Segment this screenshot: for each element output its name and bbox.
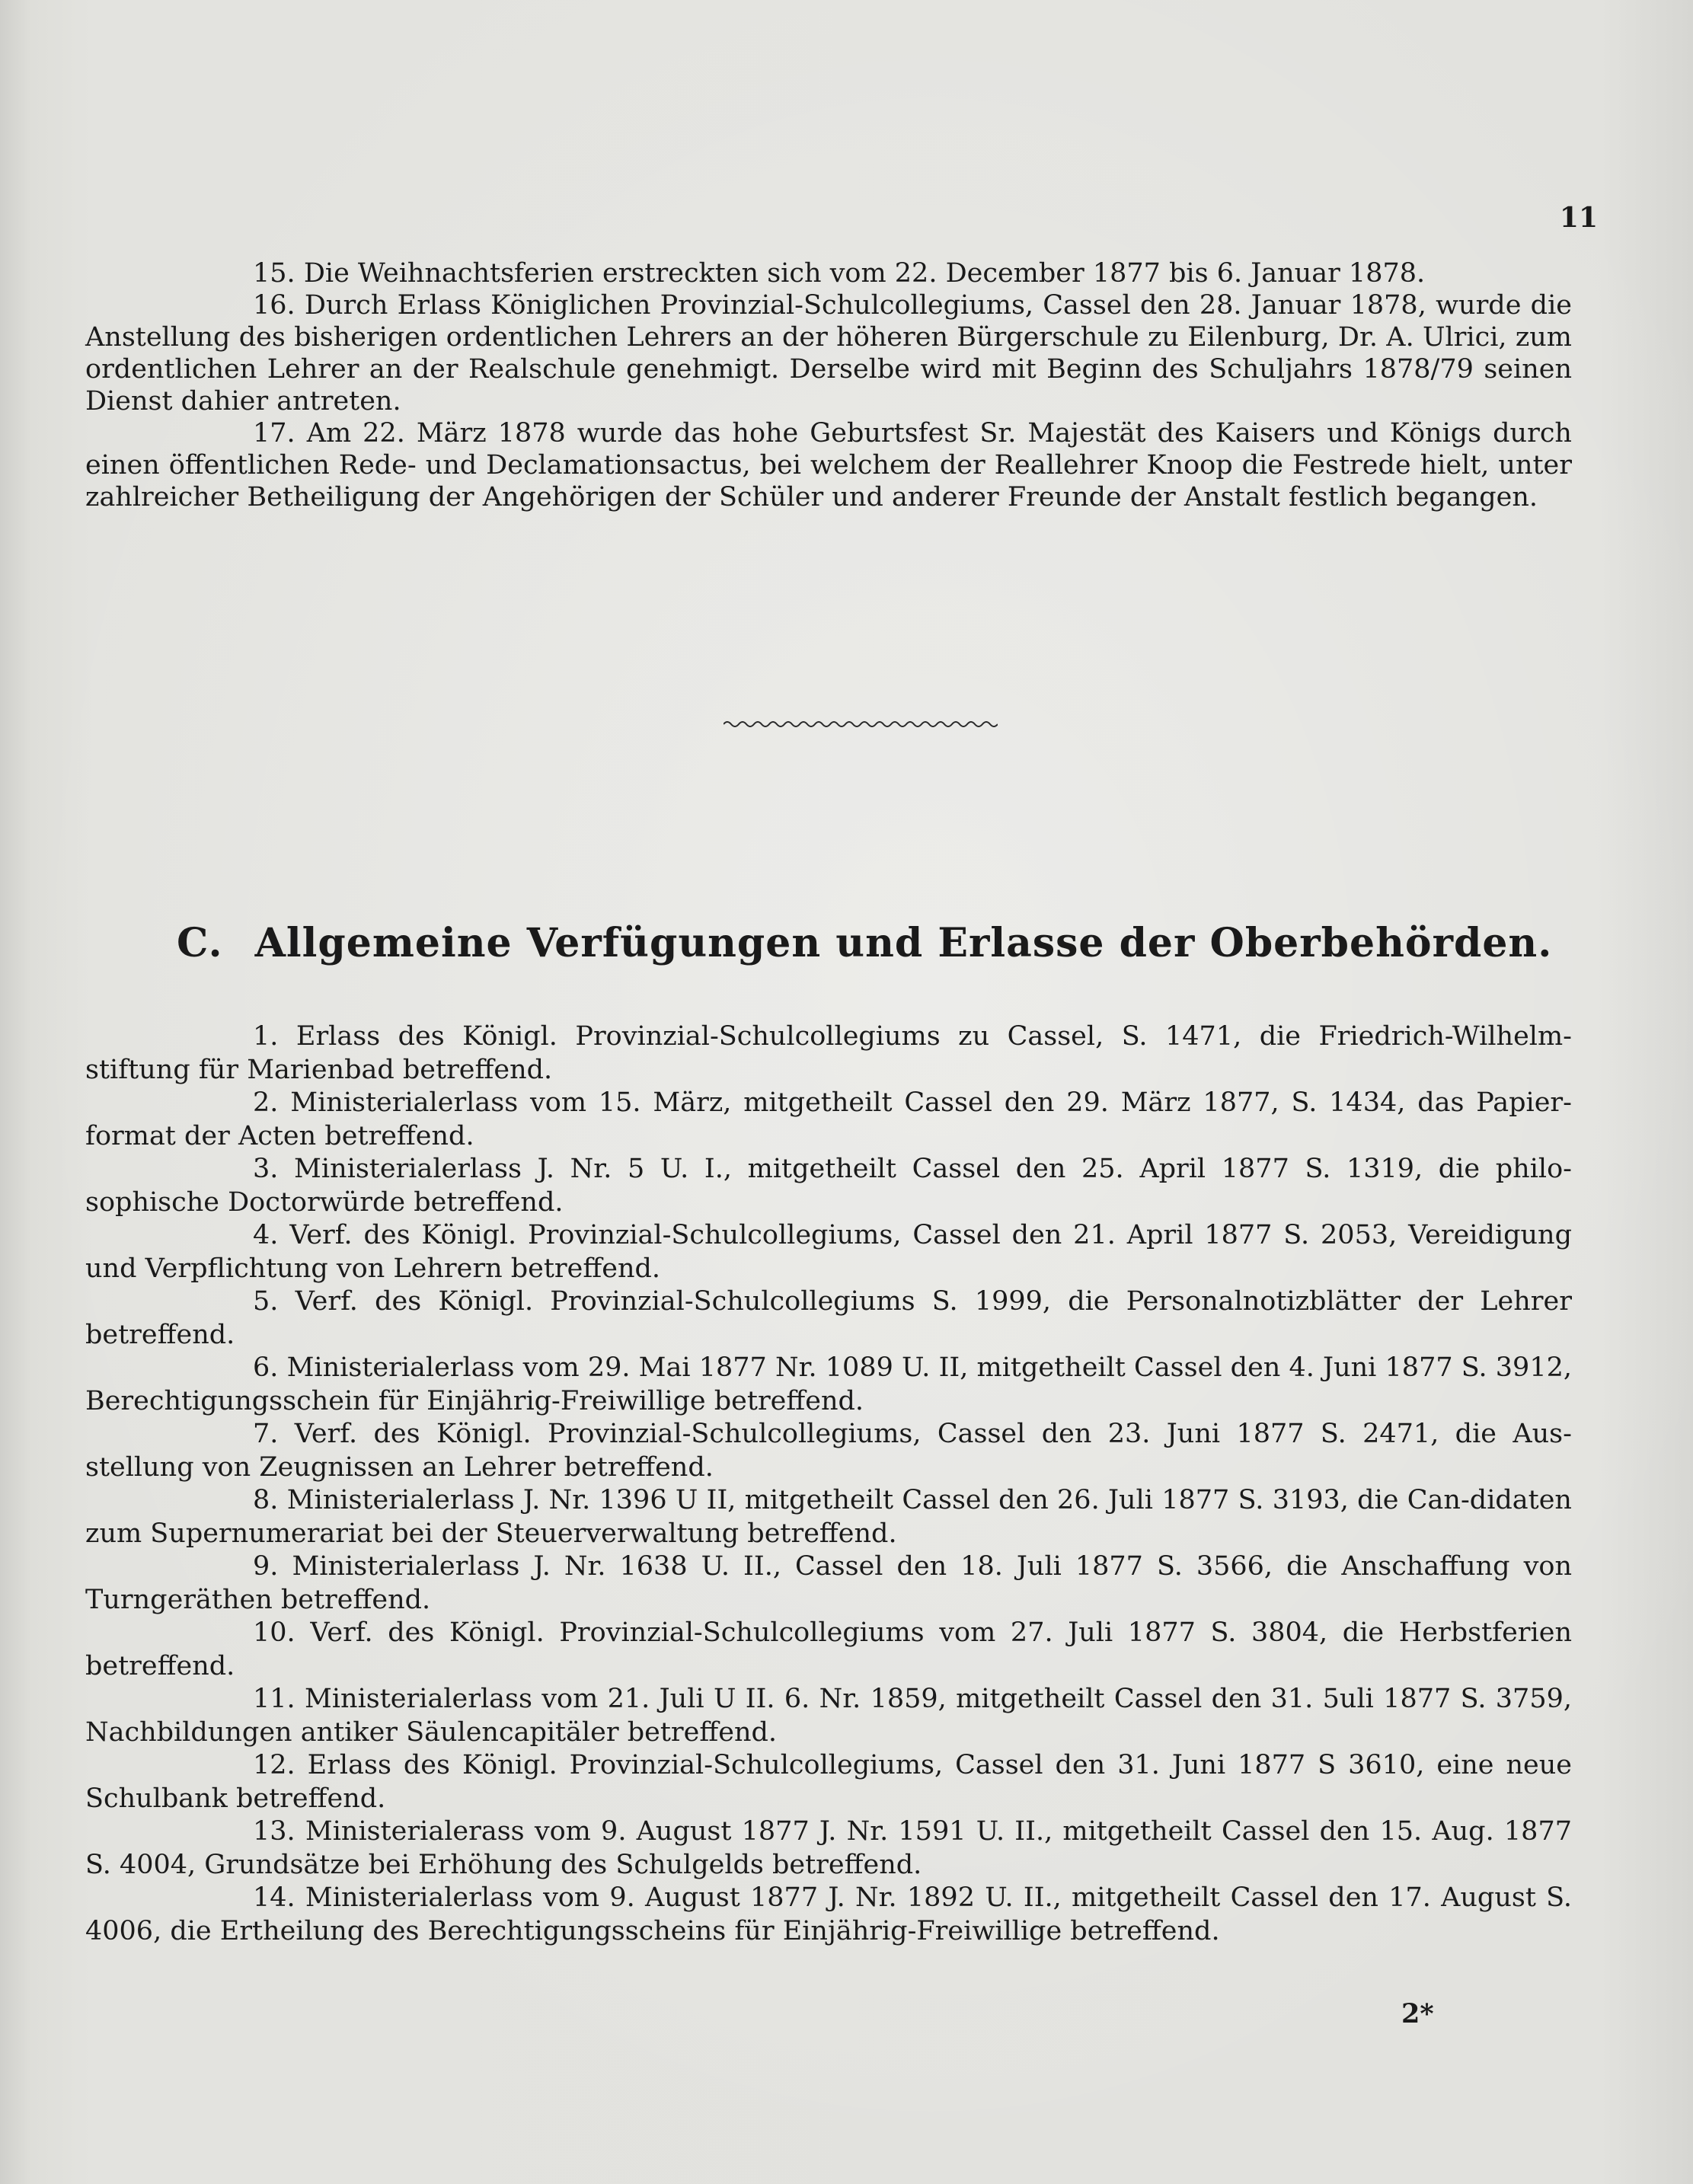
- item-number: 8.: [253, 1485, 279, 1515]
- decree-item: [85, 1617, 1572, 1683]
- item-text: Verf. des Königl. Provinzial-Schulcollegiums, Cassel den 21. April 1877 S. 2053, Vereidigung und Verpflichtung von Lehrern betreffend.: [85, 1220, 1572, 1284]
- decree-item: [85, 1815, 1572, 1882]
- entry-text: Die Weihnachtsferien erstreckten sich vom 22. December 1877 bis 6. Januar 1878.: [303, 258, 1426, 289]
- item-number: 9.: [253, 1551, 279, 1582]
- decree-item: [85, 1219, 1572, 1285]
- decree-item: [85, 1749, 1572, 1815]
- decree-item: [85, 1020, 1572, 1087]
- item-text: Ministerialerlass J. Nr. 1638 U. II., Cassel den 18. Juli 1877 S. 3566, die Anschaffung von Turngeräthen betreffend.: [85, 1551, 1572, 1615]
- item-text: Ministerialerlass vom 29. Mai 1877 Nr. 1089 U. II, mitgetheilt Cassel den 4. Juni 1877 S. 3912, Berechtigungsschein für Einjährig-Freiwillige betreffend.: [85, 1352, 1572, 1416]
- item-text: Ministerialerlass vom 15. März, mitgetheilt Cassel den 29. März 1877, S. 1434, das Papier-format der Acten betreffend.: [85, 1087, 1572, 1151]
- chronicle-entries: [85, 257, 1572, 513]
- item-number: 7.: [253, 1419, 279, 1449]
- section-title: Allgemeine Verfügungen und Erlasse der Oberbehörden.: [254, 920, 1553, 966]
- item-text: Erlass des Königl. Provinzial-Schulcollegiums zu Cassel, S. 1471, die Friedrich-Wilhelm-stiftung für Marienbad betreffend.: [85, 1021, 1572, 1085]
- decree-item: [85, 1882, 1572, 1948]
- item-number: 4.: [253, 1220, 279, 1250]
- entry-text: Durch Erlass Königlichen Provinzial-Schulcollegiums, Cassel den 28. Januar 1878, wurde die Anstellung des bisherigen ordentlichen Lehrers an der höheren Bürgerschule zu Eilenburg, Dr. A. Ulrici, zum ordentlichen Lehrer an der Realschule genehmigt. Derselbe wird mit Beginn des Schuljahrs 1878/79 seinen Dienst dahier antreten.: [85, 290, 1572, 417]
- item-number: 1.: [253, 1021, 279, 1052]
- section-heading: [177, 920, 1552, 966]
- item-number: 11.: [253, 1684, 295, 1714]
- entry-number: 15.: [253, 258, 295, 289]
- item-number: 5.: [253, 1286, 279, 1317]
- decree-list: [85, 1020, 1572, 1948]
- decree-item: [85, 1285, 1572, 1352]
- decree-item: [85, 1087, 1572, 1153]
- item-text: Verf. des Königl. Provinzial-Schulcollegiums S. 1999, die Personalnotizblätter der Lehrer betreffend.: [85, 1286, 1572, 1350]
- item-number: 3.: [253, 1154, 279, 1184]
- item-text: Verf. des Königl. Provinzial-Schulcollegiums vom 27. Juli 1877 S. 3804, die Herbstferien betreffend.: [85, 1617, 1572, 1681]
- decree-item: [85, 1484, 1572, 1550]
- item-number: 14.: [253, 1882, 295, 1913]
- chronicle-entry: [85, 289, 1572, 417]
- decree-item: [85, 1550, 1572, 1617]
- entry-text: Am 22. März 1878 wurde das hohe Geburtsfest Sr. Majestät des Kaisers und Königs durch einen öffentlichen Rede- und Declamationsactus, bei welchem der Reallehrer Knoop die Festrede hielt, unter zahlreicher Betheiligung der Angehörigen der Schüler und anderer Freunde der Anstalt festlich begangen.: [85, 418, 1572, 512]
- section-letter: C.: [177, 920, 223, 966]
- item-text: Ministerialerlass vom 9. August 1877 J. Nr. 1892 U. II., mitgetheilt Cassel den 17. August S. 4006, die Ertheilung des Berechtigungsscheins für Einjährig-Freiwillige betreffend.: [85, 1882, 1572, 1946]
- entry-number: 17.: [253, 418, 295, 449]
- item-number: 6.: [253, 1352, 279, 1383]
- decree-item: [85, 1153, 1572, 1219]
- decree-item: [85, 1418, 1572, 1484]
- item-text: Verf. des Königl. Provinzial-Schulcollegiums, Cassel den 23. Juni 1877 S. 2471, die Aus-stellung von Zeugnissen an Lehrer betreffend.: [85, 1419, 1572, 1483]
- item-text: Ministerialerlass vom 21. Juli U II. 6. Nr. 1859, mitgetheilt Cassel den 31. 5uli 1877 S. 3759, Nachbildungen antiker Säulencapitäler betreffend.: [85, 1684, 1572, 1748]
- item-text: Erlass des Königl. Provinzial-Schulcollegiums, Cassel den 31. Juni 1877 S 3610, eine neue Schulbank betreffend.: [85, 1750, 1572, 1814]
- chronicle-entry: [85, 417, 1572, 513]
- wavy-divider-ornament: [724, 717, 998, 731]
- item-text: Ministerialerass vom 9. August 1877 J. Nr. 1591 U. II., mitgetheilt Cassel den 15. Aug. 1877 S. 4004, Grundsätze bei Erhöhung des Schulgelds betreffend.: [85, 1816, 1572, 1880]
- chronicle-entry: [85, 257, 1572, 289]
- entry-number: 16.: [253, 290, 295, 321]
- item-text: Ministerialerlass J. Nr. 5 U. I., mitgetheilt Cassel den 25. April 1877 S. 1319, die philo-sophische Doctorwürde betreffend.: [85, 1154, 1572, 1218]
- item-number: 2.: [253, 1087, 279, 1118]
- page-number: 11: [1559, 202, 1598, 234]
- item-text: Ministerialerlass J. Nr. 1396 U II, mitgetheilt Cassel den 26. Juli 1877 S. 3193, die Can-didaten zum Supernumerariat bei der Steuerverwaltung betreffend.: [85, 1485, 1572, 1549]
- decree-item: [85, 1683, 1572, 1749]
- item-number: 10.: [253, 1617, 295, 1648]
- item-number: 12.: [253, 1750, 295, 1780]
- decree-item: [85, 1352, 1572, 1418]
- item-number: 13.: [253, 1816, 295, 1847]
- printer-signature-mark: 2*: [1401, 1998, 1434, 2029]
